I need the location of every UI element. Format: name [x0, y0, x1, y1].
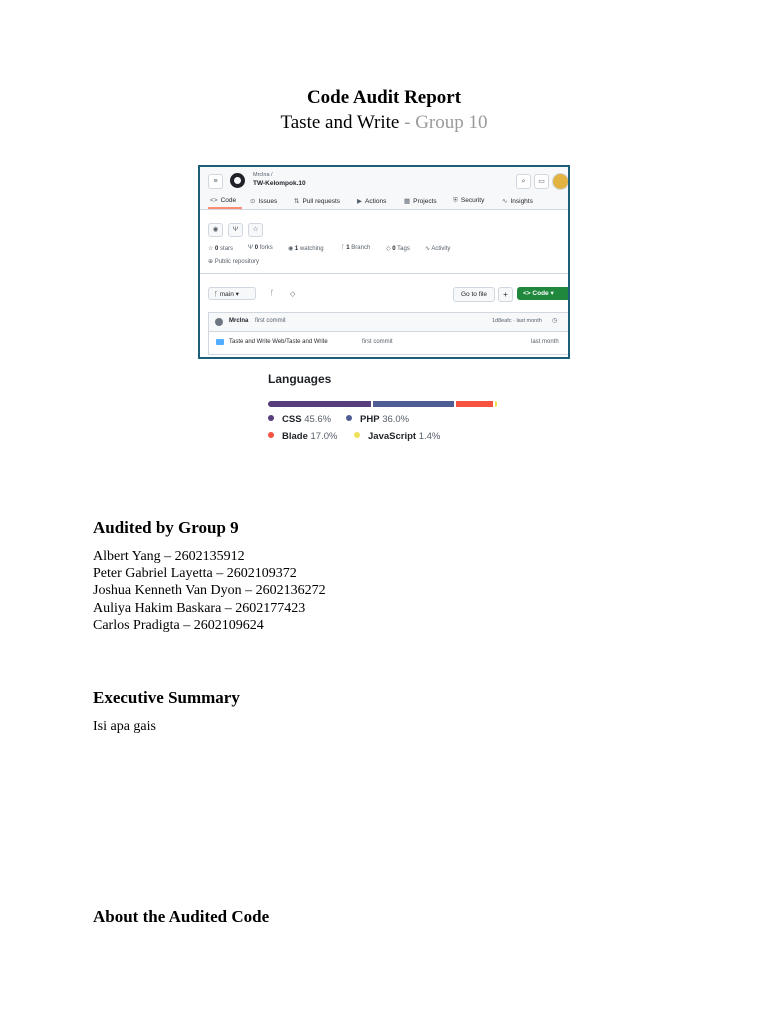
blade-dot-icon: [268, 432, 274, 438]
go-to-file-button[interactable]: Go to file: [453, 287, 495, 302]
languages-panel: [265, 372, 505, 452]
file-time: last month: [531, 339, 559, 345]
file-row[interactable]: [208, 331, 570, 355]
tab-actions[interactable]: ▶ Actions: [357, 198, 387, 205]
member-item: Joshua Kenneth Van Dyon – 2602136272: [93, 583, 326, 599]
code-button[interactable]: <> Code ▾: [517, 287, 570, 300]
legend-css[interactable]: CSS 45.6%: [268, 414, 331, 425]
tab-pull-requests[interactable]: ⇅ Pull requests: [294, 198, 341, 205]
project-name: Taste and Write: [280, 112, 400, 133]
member-item: Albert Yang – 2602135912: [93, 549, 245, 564]
user-avatar[interactable]: [552, 173, 569, 190]
file-name[interactable]: Taste and Write Web/Taste and Write: [229, 339, 328, 345]
history-icon[interactable]: ◷: [552, 318, 558, 324]
tags-count[interactable]: ◇ 0 Tags: [386, 246, 410, 252]
repo-name[interactable]: TW-Kelompok.10: [253, 180, 306, 187]
legend-php[interactable]: PHP 36.0%: [346, 414, 409, 425]
repo-header: [200, 167, 568, 210]
branches-icon[interactable]: ᚴ: [270, 290, 275, 297]
forks-count[interactable]: Ψ 0 forks: [248, 245, 273, 251]
tab-insights[interactable]: ∿ Insights: [502, 198, 533, 205]
about-heading: About the Audited Code: [93, 907, 270, 926]
language-segment-javascript: [495, 401, 497, 407]
github-logo-icon[interactable]: [230, 173, 245, 188]
executive-summary-heading: Executive Summary: [93, 688, 240, 707]
member-item: Peter Gabriel Layetta – 2602109372: [93, 566, 297, 582]
activity-link[interactable]: ∿ Activity: [425, 246, 451, 252]
legend-blade[interactable]: Blade 17.0%: [268, 431, 337, 442]
file-commit: first commit: [362, 339, 393, 345]
tab-projects[interactable]: ▦ Projects: [404, 198, 437, 205]
latest-commit-row: [208, 312, 570, 331]
commit-meta[interactable]: 1d8eafc · last month: [492, 318, 542, 324]
member-list: [93, 548, 326, 634]
watch-icon[interactable]: ◉: [208, 223, 223, 237]
report-subtitle: [0, 112, 768, 134]
group-label: - Group 10: [399, 112, 488, 133]
tab-code[interactable]: <> Code: [210, 197, 237, 204]
tab-issues[interactable]: ⊙ Issues: [250, 198, 278, 205]
legend-javascript[interactable]: JavaScript 1.4%: [354, 431, 440, 442]
branch-count[interactable]: ᚴ 1 Branch: [341, 245, 371, 251]
language-segment-php: [373, 401, 454, 407]
stars-count[interactable]: ☆ 0 stars: [208, 246, 234, 252]
executive-summary-body: Isi apa gais: [93, 719, 156, 734]
fork-icon[interactable]: Ψ: [228, 223, 243, 237]
add-file-button[interactable]: +: [498, 287, 513, 302]
language-segment-css: [268, 401, 371, 407]
watching-count[interactable]: ◉ 1 watching: [288, 246, 324, 252]
css-dot-icon: [268, 415, 274, 421]
member-item: Auliya Hakim Baskara – 2602177423: [93, 600, 306, 616]
tag-icon[interactable]: ◇: [290, 291, 296, 298]
folder-icon: [216, 339, 224, 345]
php-dot-icon: [346, 415, 352, 421]
public-repo-label: ⊕ Public repository: [208, 259, 260, 265]
commit-author[interactable]: Mrclna: [229, 318, 249, 324]
author-avatar: [215, 318, 223, 326]
audited-heading: Audited by Group 9: [93, 518, 239, 537]
star-icon[interactable]: ☆: [248, 223, 263, 237]
branch-select[interactable]: ᚴ main ▾: [208, 287, 256, 300]
report-title: Code Audit Report: [306, 87, 462, 108]
section-divider: [200, 273, 568, 274]
commit-message[interactable]: first commit: [255, 318, 286, 324]
inbox-icon[interactable]: ▭: [534, 174, 549, 189]
github-repo-screenshot: [198, 165, 570, 359]
member-item: Carlos Pradigta – 2602109624: [93, 617, 264, 633]
search-icon[interactable]: ⌕: [516, 174, 531, 189]
globe-icon: ⊕: [208, 259, 214, 265]
languages-bar: [268, 401, 498, 407]
tab-security[interactable]: ⛨ Security: [453, 197, 485, 204]
language-segment-blade: [456, 401, 493, 407]
active-tab-indicator: [208, 207, 242, 209]
repo-owner[interactable]: Mrclna /: [253, 172, 273, 178]
menu-icon[interactable]: ≡: [208, 174, 223, 189]
javascript-dot-icon: [354, 432, 360, 438]
languages-title: Languages: [268, 372, 332, 386]
